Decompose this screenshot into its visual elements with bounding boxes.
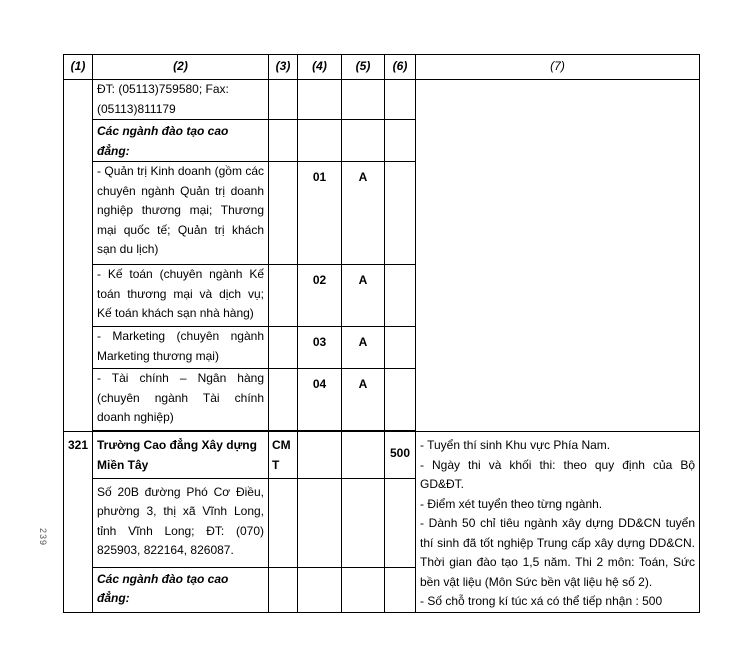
school-address: Số 20B đường Phó Cơ Điều, phường 3, thị xã Vĩnh Long, tỉnh Vĩnh Long; ĐT: (070) 825903, 822164, 826087. [93, 478, 269, 567]
program-block: A [342, 265, 385, 327]
header-col-5: (5) [342, 55, 385, 80]
table-row [64, 80, 700, 120]
program-name: - Kế toán (chuyên ngành Kế toán thương mại và dịch vụ; Kế toán khách sạn nhà hàng) [93, 265, 269, 327]
program-code: 04 [298, 369, 342, 431]
section-title: Các ngành đào tạo cao đẳng: [93, 567, 269, 612]
header-row [64, 55, 700, 80]
program-name: - Marketing (chuyên ngành Marketing thương mại) [93, 327, 269, 369]
program-code: 02 [298, 265, 342, 327]
page-number: 239 [38, 528, 48, 547]
quota: 500 [385, 432, 416, 479]
contact-cell: ĐT: (05113)759580; Fax: (05113)811179 [93, 80, 269, 120]
header-col-1: (1) [64, 55, 93, 80]
header-col-3: (3) [269, 55, 298, 80]
school-code: CMT [269, 432, 298, 479]
note-item: - Số chỗ trong kí túc xá có thể tiếp nhận : 500 [420, 594, 663, 608]
note-item: - Ngày thi và khối thi: theo quy định của Bộ GD&ĐT. [420, 457, 695, 491]
header-col-2: (2) [93, 55, 269, 80]
header-col-7: (7) [416, 55, 700, 80]
note-item: - Dành 50 chỉ tiêu ngành xây dựng DD&CN tuyển thí sinh đã tốt nghiệp Trung cấp xây dựng DD&CN. Thời gian đào tạo 1,5 năm. Thi 2 môn: Toán, Sức bền vật liệu (Môn Sức bền vật liệu hệ số 2). [420, 516, 695, 589]
notes-cell [416, 80, 700, 432]
program-code: 01 [298, 162, 342, 265]
program-name: - Tài chính – Ngân hàng (chuyên ngành Tài chính doanh nghiệp) [93, 369, 269, 431]
header-col-4: (4) [298, 55, 342, 80]
school-name: Trường Cao đẳng Xây dựng Miền Tây [93, 432, 269, 479]
header-col-6: (6) [385, 55, 416, 80]
section-title: Các ngành đào tạo cao đẳng: [93, 120, 269, 162]
program-block: A [342, 327, 385, 369]
note-item: - Tuyển thí sinh Khu vực Phía Nam. [420, 438, 611, 452]
program-name: - Quản trị Kinh doanh (gồm các chuyên ngành Quản trị doanh nghiệp thương mại; Thương mại quốc tế; Quản trị khách sạn du lịch) [93, 162, 269, 265]
program-block: A [342, 369, 385, 431]
admissions-table [63, 54, 700, 613]
notes-cell [416, 432, 700, 613]
note-item: - Điểm xét tuyển theo từng ngành. [420, 496, 603, 511]
program-block: A [342, 162, 385, 265]
admissions-table-container [63, 54, 700, 608]
school-number: 321 [64, 432, 93, 613]
program-code: 03 [298, 327, 342, 369]
number-cell [64, 80, 93, 432]
table-row [64, 432, 700, 479]
